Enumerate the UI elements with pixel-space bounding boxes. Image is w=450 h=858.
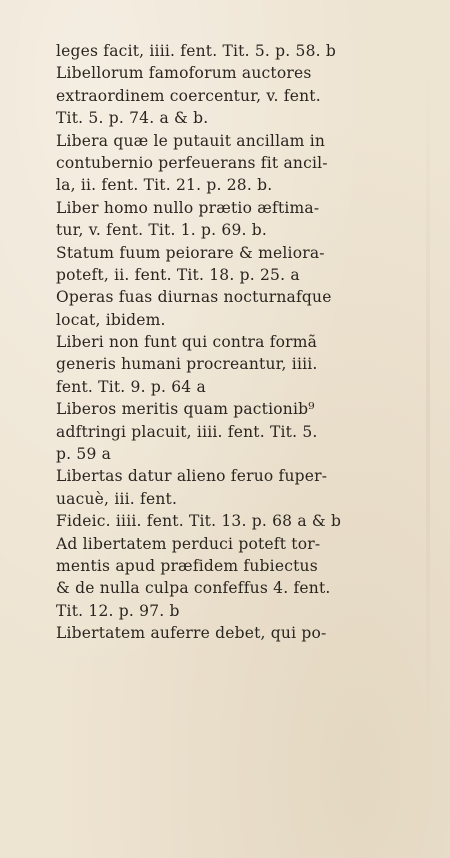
text-line: contubernio perfeuerans fit ancil- [56, 153, 328, 172]
text-line: Liberos meritis quam pactionib⁹ [56, 400, 315, 419]
text-line: leges facit, iiii. fent. Tit. 5. p. 58. b [56, 42, 337, 60]
text-line: Ad libertatem perduci poteft tor- [56, 534, 321, 553]
text-line: tur, v. fent. Tit. 1. p. 69. b. [56, 221, 268, 240]
text-line: Libertatem auferre debet, qui po- [56, 624, 327, 643]
text-line: Libertas datur alieno feruo fuper- [56, 467, 328, 486]
text-line: Fideic. iiii. fent. Tit. 13. p. 68 a & b [56, 512, 342, 531]
text-line: Liberi non funt qui contra formã [56, 333, 318, 352]
text-line: extraordinem coercentur, v. fent. [56, 86, 321, 105]
text-line: la, ii. fent. Tit. 21. p. 28. b. [56, 176, 273, 195]
text-line: Operas fuas diurnas nocturnafque [56, 288, 332, 307]
text-line: uacuè, iii. fent. [56, 489, 178, 508]
text-line: generis humani procreantur, iiii. [56, 355, 318, 374]
text-line: Statum fuum peiorare & meliora- [56, 243, 325, 262]
index-text-block [56, 40, 404, 645]
text-line: Tit. 12. p. 97. b [56, 601, 180, 620]
page-edge-shadow [426, 60, 430, 760]
text-line: Tit. 5. p. 74. a & b. [56, 109, 209, 128]
text-line: & de nulla culpa confeffus 4. fent. [56, 579, 331, 598]
text-line: Libera quæ le putauit ancillam in [56, 131, 326, 150]
text-line: Liber homo nullo prætio æftima- [56, 198, 320, 217]
text-line: mentis apud præfidem fubiectus [56, 556, 318, 575]
text-line: locat, ibidem. [56, 310, 166, 329]
text-line: p. 59 a [56, 445, 112, 464]
text-line: Libellorum famoforum auctores [56, 64, 312, 83]
text-line: adftringi placuit, iiii. fent. Tit. 5. [56, 422, 318, 441]
text-line: fent. Tit. 9. p. 64 a [56, 377, 206, 396]
text-line: poteft, ii. fent. Tit. 18. p. 25. a [56, 265, 300, 284]
